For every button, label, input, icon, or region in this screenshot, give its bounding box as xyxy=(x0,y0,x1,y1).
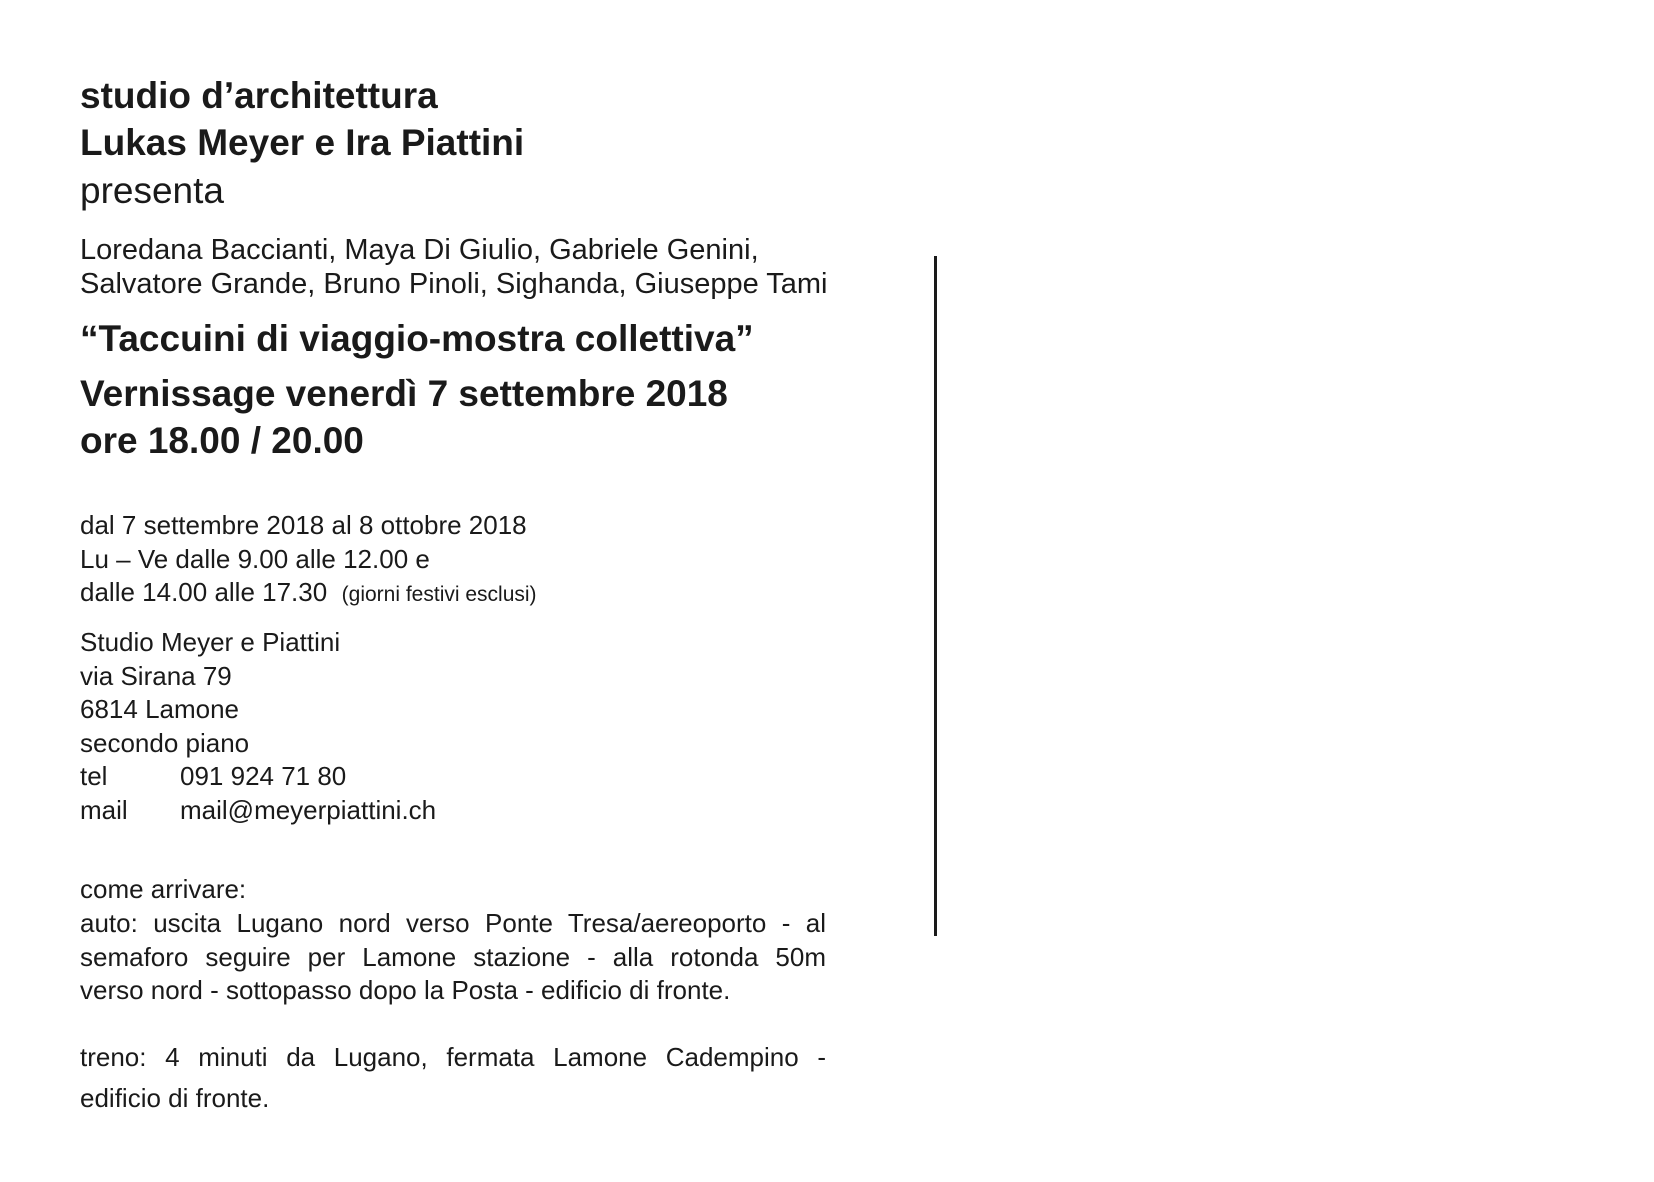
architects-names: Lukas Meyer e Ira Piattini xyxy=(80,122,525,163)
artists-line-1: Loredana Baccianti, Maya Di Giulio, Gabriele Genini, xyxy=(80,234,759,266)
directions-heading: come arrivare: xyxy=(80,874,247,904)
vernissage-date: Vernissage venerdì 7 settembre 2018 xyxy=(80,373,728,414)
vernissage-hours: ore 18.00 / 20.00 xyxy=(80,420,364,461)
vertical-divider xyxy=(934,256,937,936)
car-line-2: semaforo seguire per Lamone stazione - alla rotonda 50m xyxy=(80,941,826,972)
tel-row xyxy=(80,760,436,794)
directions-train xyxy=(80,1041,826,1115)
street-address: via Sirana 79 xyxy=(80,660,232,691)
schedule-dates: dal 7 settembre 2018 al 8 ottobre 2018 xyxy=(80,510,527,540)
directions-car xyxy=(80,907,826,1008)
mail-label: mail xyxy=(80,794,128,825)
artists-line-2: Salvatore Grande, Bruno Pinoli, Sighanda, Giuseppe Tami xyxy=(80,268,828,300)
city-address: 6814 Lamone xyxy=(80,694,240,724)
train-line-2: edificio di fronte. xyxy=(80,1082,270,1113)
schedule-note: (giorni festivi esclusi) xyxy=(341,583,537,606)
mail-row xyxy=(80,794,436,828)
tel-label: tel xyxy=(80,761,108,791)
address-block xyxy=(80,626,436,827)
exhibition-title: “Taccuini di viaggio-mostra collettiva” xyxy=(80,318,754,359)
car-line-3: verso nord - sottopasso dopo la Posta - edificio di fronte. xyxy=(80,975,731,1005)
schedule-morning: Lu – Ve dalle 9.00 alle 12.00 e xyxy=(80,544,430,574)
presenta-text: presenta xyxy=(80,170,224,211)
floor-info: secondo piano xyxy=(80,727,250,758)
schedule-afternoon-text: dalle 14.00 alle 17.30 xyxy=(80,577,328,607)
mail-value: mail@meyerpiattini.ch xyxy=(180,794,437,825)
car-line-1: auto: uscita Lugano nord verso Ponte Tresa/aereoporto - al xyxy=(80,908,826,938)
studio-name: Studio Meyer e Piattini xyxy=(80,627,341,657)
schedule-afternoon xyxy=(80,576,537,612)
studio-heading: studio d’architettura xyxy=(80,75,438,116)
tel-value: 091 924 71 80 xyxy=(180,761,347,791)
train-line-1: treno: 4 minuti da Lugano, fermata Lamone Cadempino - xyxy=(80,1042,826,1072)
